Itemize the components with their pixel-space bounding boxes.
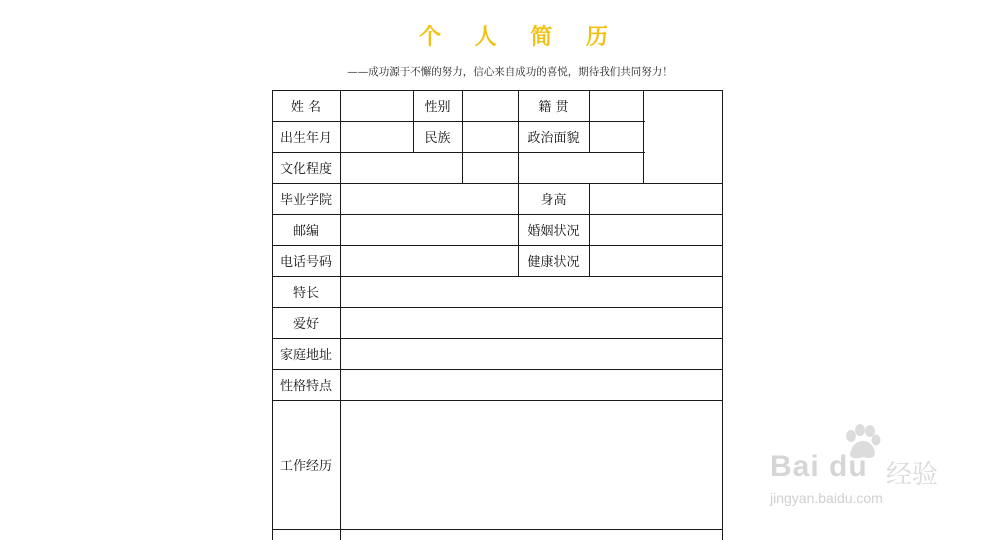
phone-label: 电话号码 — [279, 255, 332, 270]
gender-field[interactable] — [463, 91, 518, 121]
birth-label: 出生年月 — [279, 131, 332, 146]
address-label: 家庭地址 — [279, 348, 332, 363]
birth-field[interactable] — [341, 122, 413, 152]
marital-status-label: 婚姻状况 — [527, 224, 580, 239]
health-status-field[interactable] — [590, 246, 722, 276]
gender-label: 性别 — [424, 100, 451, 115]
page-title: 个 人 简 历 — [419, 24, 621, 50]
grid-line — [722, 90, 723, 540]
watermark-brand-cn: 经验 — [886, 459, 939, 489]
motto: ——成功源于不懈的努力，信心来自成功的喜悦，期待我们共同努力！ — [347, 66, 673, 78]
marital-status-field[interactable] — [590, 215, 722, 245]
school-field[interactable] — [341, 184, 518, 214]
resume-form — [272, 90, 723, 540]
work-experience-label: 工作经历 — [279, 459, 332, 474]
baidu-watermark — [770, 420, 970, 520]
education-field[interactable] — [341, 153, 462, 183]
native-place-field[interactable] — [590, 91, 643, 121]
height-label: 身高 — [540, 193, 567, 208]
hobby-field[interactable] — [341, 308, 722, 338]
watermark-brand: Bai du — [770, 450, 868, 483]
hobby-label: 爱好 — [292, 317, 319, 332]
postcode-label: 邮编 — [292, 224, 319, 239]
height-field[interactable] — [590, 184, 722, 214]
specialty-label: 特长 — [292, 286, 319, 301]
personality-field[interactable] — [341, 370, 722, 400]
ethnicity-field[interactable] — [463, 122, 518, 152]
watermark-url: jingyan.baidu.com — [770, 490, 883, 506]
education-label: 文化程度 — [279, 162, 332, 177]
address-field[interactable] — [341, 339, 722, 369]
name-label: 姓 名 — [290, 100, 322, 115]
name-field[interactable] — [341, 91, 413, 121]
health-status-label: 健康状况 — [527, 255, 580, 270]
photo-cell[interactable] — [644, 91, 722, 183]
postcode-field[interactable] — [341, 215, 518, 245]
school-label: 毕业学院 — [279, 193, 332, 208]
phone-field[interactable] — [341, 246, 518, 276]
native-place-label: 籍 贯 — [538, 100, 569, 115]
political-status-label: 政治面貌 — [527, 131, 580, 146]
specialty-field[interactable] — [341, 277, 722, 307]
personality-label: 性格特点 — [279, 379, 332, 394]
political-status-field[interactable] — [590, 122, 643, 152]
ethnicity-label: 民族 — [424, 131, 451, 146]
work-experience-field[interactable] — [341, 401, 722, 529]
